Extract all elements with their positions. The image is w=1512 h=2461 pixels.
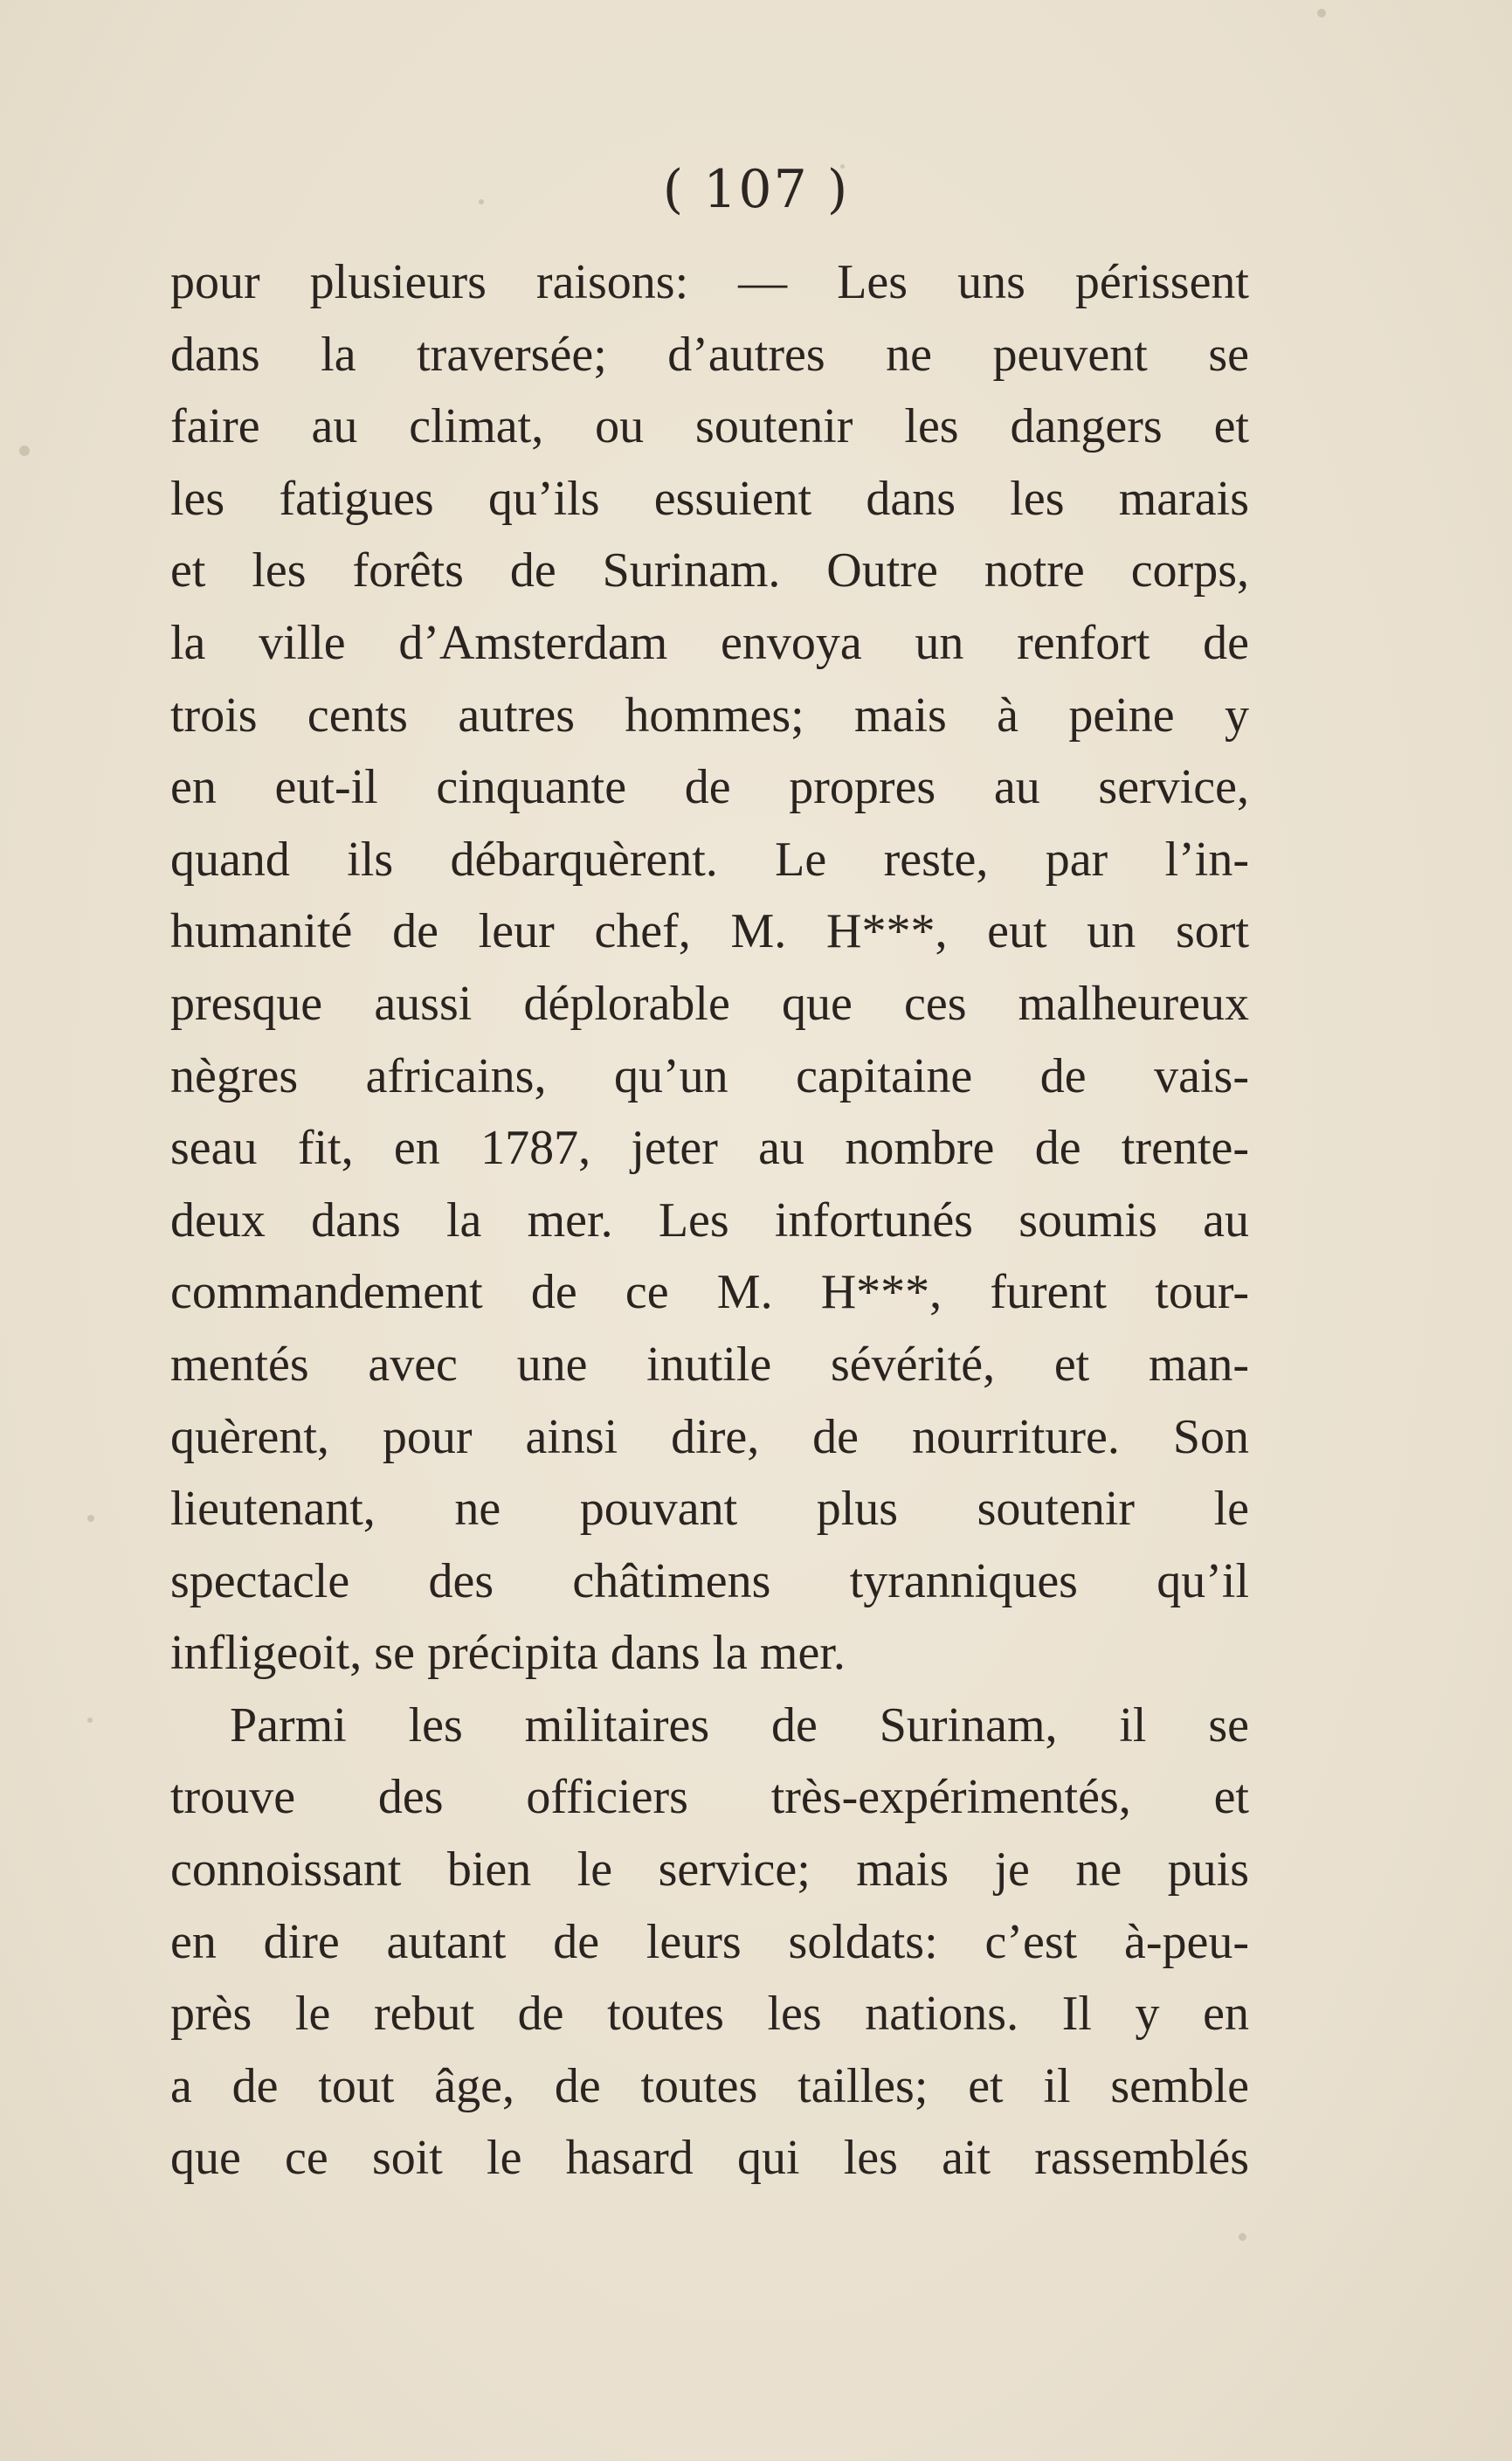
- paper-speck: [19, 446, 30, 456]
- text-line: pour plusieurs raisons: — Les uns périssent: [170, 255, 1249, 309]
- paper-speck: [1317, 9, 1326, 17]
- text-line: deux dans la mer. Les infortunés soumis au: [170, 1192, 1249, 1248]
- text-line: seau fit, en 1787, jeter au nombre de trente-: [170, 1121, 1249, 1176]
- text-line: près le rebut de toutes les nations. Il y en: [170, 1987, 1249, 2042]
- text-line: nègres africains, qu’un capitaine de vais-: [170, 1048, 1249, 1103]
- paper-speck: [87, 1515, 94, 1522]
- text-line: trois cents autres hommes; mais à peine y: [170, 688, 1249, 743]
- text-line: spectacle des châtimens tyranniques qu’il: [170, 1553, 1249, 1608]
- text-line: quand ils débarquèrent. Le reste, par l’in-: [170, 832, 1249, 887]
- text-line: a de tout âge, de toutes tailles; et il semble: [170, 2058, 1249, 2113]
- text-line: faire au climat, ou soutenir les dangers et: [170, 399, 1249, 454]
- text-line: les fatigues qu’ils essuient dans les marais: [170, 471, 1249, 526]
- text-line: mentés avec une inutile sévérité, et man-: [170, 1337, 1249, 1392]
- text-line: en dire autant de leurs soldats: c’est à-peu-: [170, 1914, 1249, 1969]
- text-line: humanité de leur chef, M. H***, eut un sort: [170, 904, 1249, 959]
- text-line: trouve des officiers très-expérimentés, et: [170, 1770, 1249, 1825]
- text-line: dans la traversée; d’autres ne peuvent se: [170, 327, 1249, 382]
- paper-speck: [1239, 2233, 1246, 2241]
- text-line: presque aussi déplorable que ces malheureux: [170, 976, 1249, 1031]
- text-line: commandement de ce M. H***, furent tour-: [170, 1265, 1249, 1320]
- paper-speck: [87, 1718, 93, 1723]
- paragraph-end-line: infligeoit, se précipita dans la mer.: [170, 1626, 846, 1681]
- text-line: connoissant bien le service; mais je ne puis: [170, 1842, 1249, 1898]
- text-line: quèrent, pour ainsi dire, de nourriture. Son: [170, 1409, 1249, 1464]
- text-line: la ville d’Amsterdam envoya un renfort de: [170, 615, 1249, 670]
- text-line: en eut-il cinquante de propres au service,: [170, 760, 1249, 815]
- page-number: ( 107 ): [662, 159, 850, 220]
- body-text: [170, 246, 1249, 2195]
- paragraph-start-line: Parmi les militaires de Surinam, il se: [230, 1697, 1249, 1752]
- text-line: que ce soit le hasard qui les ait rassemblés: [170, 2131, 1249, 2186]
- text-line: et les forêts de Surinam. Outre notre corps,: [170, 543, 1249, 598]
- text-line: lieutenant, ne pouvant plus soutenir le: [170, 1482, 1249, 1537]
